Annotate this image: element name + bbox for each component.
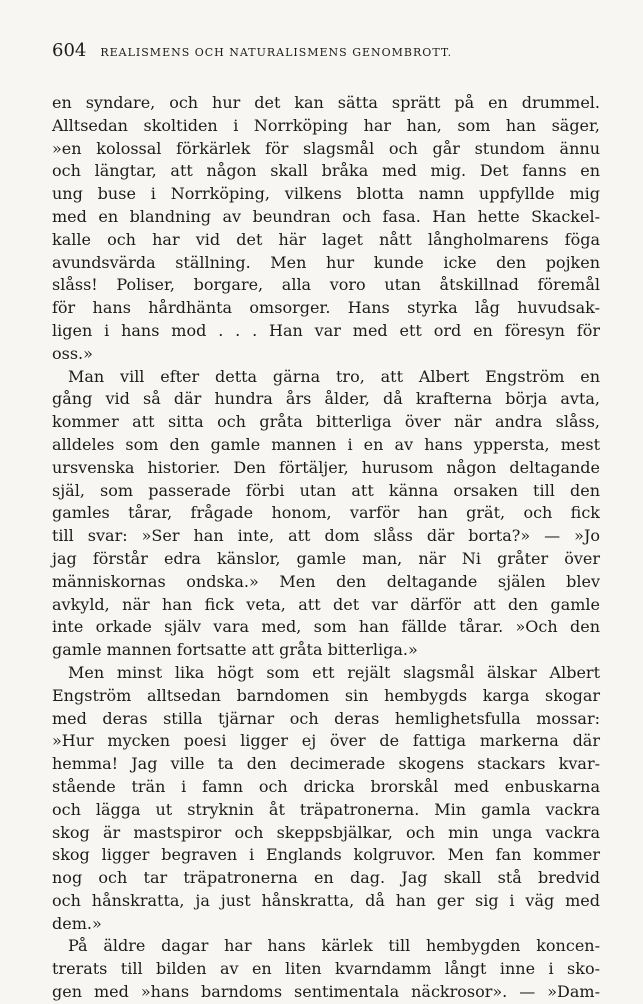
- text-line: människornas ondska.» Men den deltagande själen blev: [52, 571, 600, 591]
- page-number: 604: [52, 40, 87, 61]
- text-line: till svar: »Ser han inte, att dom slåss där borta?» — »Jo: [52, 526, 600, 546]
- text-line: gamles tårar, frågade honom, varför han grät, och fick: [52, 503, 600, 523]
- text-line: »en kolossal förkärlek för slagsmål och går stundom ännu: [52, 138, 600, 158]
- text-line: och lägga ut stryknin åt träpatronerna. Min gamla vackra: [52, 799, 600, 819]
- text-line: gång vid så där hundra års ålder, då krafterna börja avta,: [52, 389, 600, 409]
- text-line: ursvenska historier. Den förtäljer, hurusom någon deltagande: [52, 457, 600, 477]
- text-line: stående trän i famn och dricka brorskål med enbuskarna: [52, 776, 600, 796]
- text-line: ung buse i Norrköping, vilkens blotta namn uppfyllde mig: [52, 184, 600, 204]
- text-line: och längtar, att någon skall bråka med mig. Det fanns en: [52, 161, 600, 181]
- text-line: På äldre dagar har hans kärlek till hembygden koncen-: [68, 936, 600, 956]
- book-page: [52, 40, 600, 1004]
- text-line: »Hur mycken poesi ligger ej över de fattiga markerna där: [52, 731, 600, 751]
- text-line: gen med »hans barndoms sentimentala näckrosor». — »Dam-: [52, 982, 600, 1002]
- text-line: en syndare, och hur det kan sätta sprätt på en drummel.: [52, 93, 600, 112]
- text-line: jag förstår edra känslor, gamle man, när Ni gråter över: [52, 548, 600, 568]
- text-line: hemma! Jag ville ta den decimerade skogens stackars kvar-: [52, 754, 600, 774]
- text-line: avkyld, när han fick veta, att det var därför att den gamle: [52, 594, 600, 614]
- text-line: Men minst lika högt som ett rejält slagsmål älskar Albert: [68, 662, 600, 682]
- page-header: [52, 40, 600, 80]
- text-line: dem.»: [52, 913, 102, 933]
- text-line: trerats till bilden av en liten kvarndamm långt inne i sko-: [52, 959, 600, 979]
- text-line: inte orkade själv vara med, som han fällde tårar. »Och den: [52, 617, 600, 637]
- text-line: kommer att sitta och gråta bitterliga över när andra slåss,: [52, 412, 600, 432]
- text-line: avundsvärda ställning. Men hur kunde icke den pojken: [52, 252, 600, 272]
- text-line: nog och tar träpatronerna en dag. Jag skall stå bredvid: [52, 868, 600, 888]
- text-line: Engström alltsedan barndomen sin hembygds karga skogar: [52, 685, 600, 705]
- text-line: slåss! Poliser, borgare, alla voro utan åtskillnad föremål: [52, 275, 600, 295]
- text-line: alldeles som den gamle mannen i en av hans yppersta, mest: [52, 434, 600, 454]
- text-line: med en blandning av beundran och fasa. Han hette Skackel-: [52, 206, 600, 226]
- text-line: skog ligger begraven i Englands kolgruvor. Men fan kommer: [52, 845, 600, 865]
- text-line: för hans hårdhänta omsorger. Hans styrka låg huvudsak-: [52, 298, 600, 318]
- text-line: skog är mastspiror och skeppsbjälkar, och min unga vackra: [52, 822, 600, 842]
- text-line: gamle mannen fortsatte att gråta bitterliga.»: [52, 640, 418, 660]
- text-line: kalle och har vid det här laget nått långholmarens föga: [52, 229, 600, 249]
- text-line: ligen i hans mod . . . Han var med ett ord en föresyn för: [52, 320, 600, 340]
- running-head: REALISMENS OCH NATURALISMENS GENOMBROTT.: [100, 46, 453, 59]
- text-line: själ, som passerade förbi utan att känna orsaken till den: [52, 480, 600, 500]
- text-line: och hånskratta, ja just hånskratta, då han ger sig i väg med: [52, 890, 600, 910]
- body-text: [52, 92, 600, 1004]
- text-line: Alltsedan skoltiden i Norrköping har han, som han säger,: [52, 115, 600, 135]
- text-line: med deras stilla tjärnar och deras hemlighetsfulla mossar:: [52, 708, 600, 728]
- text-line: oss.»: [52, 343, 93, 363]
- text-line: Man vill efter detta gärna tro, att Albert Engström en: [68, 366, 600, 386]
